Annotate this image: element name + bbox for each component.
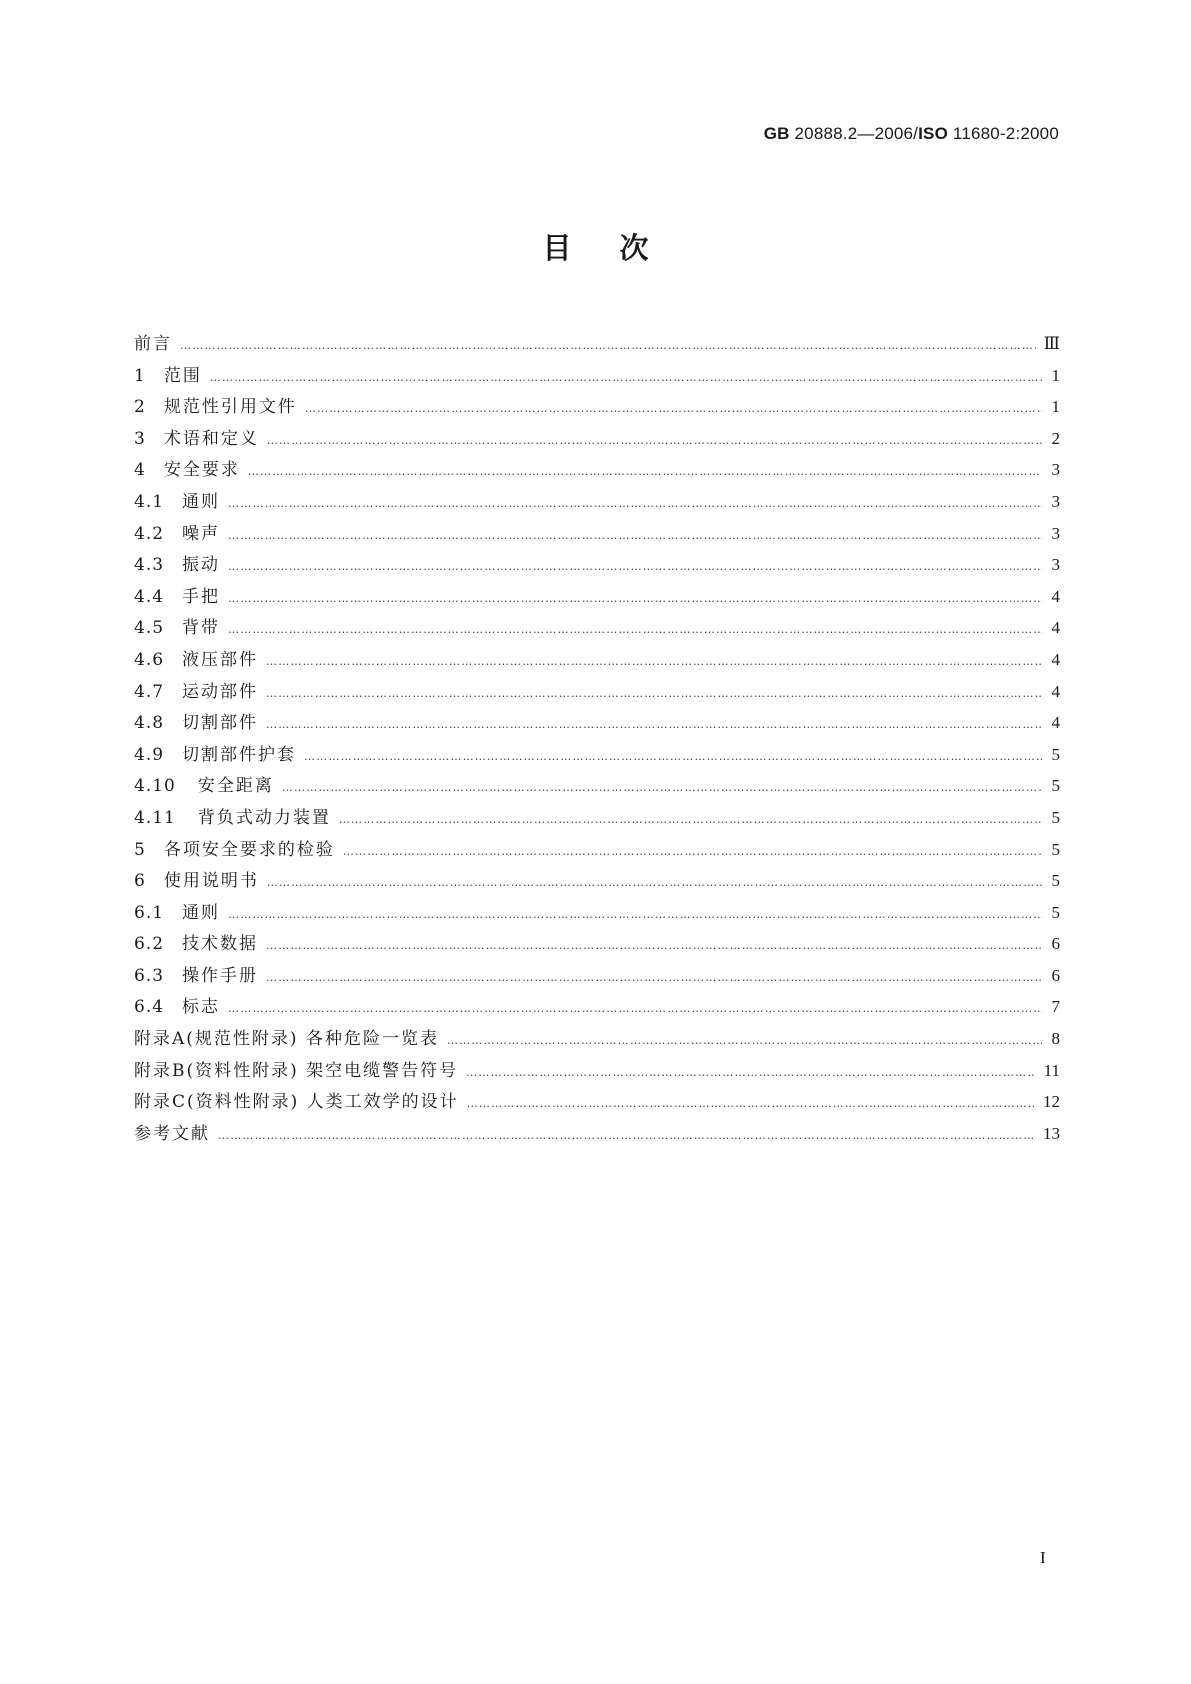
toc-dot-leader xyxy=(228,583,1042,615)
toc-entry-label: 通则 xyxy=(182,902,221,923)
toc-dot-leader xyxy=(466,1057,1035,1089)
toc-entry-number: 4 xyxy=(134,460,146,481)
page-number: I xyxy=(1040,1548,1046,1567)
toc-entry-label: 振动 xyxy=(182,555,221,576)
toc-dot-leader xyxy=(228,899,1042,931)
page-title: 目次 xyxy=(542,231,697,265)
toc-entry[interactable] xyxy=(134,549,1060,581)
toc-entry-label: 附录A(规范性附录) 各种危险一览表 xyxy=(134,1029,439,1050)
toc-dot-leader xyxy=(447,1025,1042,1057)
toc-entry-number: 4.3 xyxy=(134,555,165,576)
toc-entry-page: 1 xyxy=(1051,397,1060,417)
toc-entry-number: 3 xyxy=(134,428,146,449)
toc-entry[interactable] xyxy=(134,454,1060,486)
toc-entry[interactable] xyxy=(134,1118,1060,1150)
toc-dot-leader xyxy=(266,678,1042,710)
toc-entry-number: 4.7 xyxy=(134,681,165,702)
toc-entry-number: 6.1 xyxy=(134,902,165,923)
toc-entry[interactable] xyxy=(134,644,1060,676)
toc-entry[interactable] xyxy=(134,991,1060,1023)
toc-dot-leader xyxy=(266,709,1042,741)
toc-entry-number: 4.6 xyxy=(134,649,165,670)
toc-entry-page: 4 xyxy=(1051,649,1060,669)
toc-entry-number: 4.2 xyxy=(134,523,165,544)
toc-entry-page: 5 xyxy=(1051,871,1060,891)
toc-entry-page: Ⅲ xyxy=(1043,334,1060,353)
toc-entry-page: 6 xyxy=(1051,965,1060,985)
toc-entry[interactable] xyxy=(134,802,1060,834)
toc-entry-page: 13 xyxy=(1043,1123,1060,1143)
toc-entry-number: 4.9 xyxy=(134,744,165,765)
toc-entry-number: 4.8 xyxy=(134,713,165,734)
toc-entry[interactable] xyxy=(134,834,1060,866)
toc-entry-page: 6 xyxy=(1051,934,1060,954)
toc-dot-leader xyxy=(248,456,1042,488)
toc-entry[interactable] xyxy=(134,1023,1060,1055)
toc-entry-number: 4.4 xyxy=(134,586,165,607)
toc-entry-page: 4 xyxy=(1051,586,1060,606)
toc-entry-number: 6.3 xyxy=(134,965,165,986)
toc-entry[interactable] xyxy=(134,360,1060,392)
toc-dot-leader xyxy=(343,836,1042,868)
toc-entry[interactable] xyxy=(134,1055,1060,1087)
toc-entry[interactable] xyxy=(134,486,1060,518)
standard-code-header xyxy=(764,124,1059,144)
toc-entry-number: 1 xyxy=(134,365,146,386)
toc-entry-page: 7 xyxy=(1051,997,1060,1017)
toc-entry[interactable] xyxy=(134,865,1060,897)
toc-entry-page: 12 xyxy=(1043,1092,1060,1112)
standard-prefix-iso: ISO xyxy=(918,124,948,143)
toc-dot-leader xyxy=(282,772,1042,804)
toc-entry-page: 5 xyxy=(1051,839,1060,859)
toc-entry-label: 切割部件护套 xyxy=(182,744,297,765)
toc-entry-label: 参考文献 xyxy=(134,1123,210,1144)
toc-entry-label: 操作手册 xyxy=(182,965,259,986)
toc-entry[interactable] xyxy=(134,423,1060,455)
toc-entry-page: 5 xyxy=(1051,807,1060,827)
toc-entry-page: 4 xyxy=(1051,713,1060,733)
toc-entry-page: 3 xyxy=(1051,523,1060,543)
toc-entry-label: 手把 xyxy=(182,586,221,607)
toc-entry-page: 8 xyxy=(1051,1029,1060,1049)
toc-dot-leader xyxy=(228,993,1042,1025)
standard-prefix-gb: GB xyxy=(763,124,790,143)
toc-entry[interactable] xyxy=(134,391,1060,423)
toc-entry-label: 背带 xyxy=(182,618,221,639)
toc-entry-label: 各项安全要求的检验 xyxy=(163,839,335,860)
toc-dot-leader xyxy=(218,1120,1035,1152)
toc-entry[interactable] xyxy=(134,897,1060,929)
toc-entry-label: 通则 xyxy=(182,491,221,512)
toc-dot-leader xyxy=(228,551,1042,583)
toc-entry-page: 4 xyxy=(1051,681,1060,701)
toc-entry-page: 3 xyxy=(1051,491,1060,511)
toc-entry-number: 4.10 xyxy=(134,776,176,797)
toc-dot-leader xyxy=(228,520,1042,552)
toc-entry-number: 2 xyxy=(134,397,146,418)
toc-entry-page: 3 xyxy=(1051,555,1060,575)
toc-entry-label: 范围 xyxy=(163,365,202,386)
toc-entry-label: 前言 xyxy=(134,334,172,354)
toc-entry-number: 6 xyxy=(134,871,146,892)
toc-dot-leader xyxy=(339,804,1042,836)
toc-entry-label: 安全距离 xyxy=(197,776,274,797)
toc-entry-page: 1 xyxy=(1051,365,1060,385)
toc-entry-label: 规范性引用文件 xyxy=(163,397,297,418)
toc-entry-label: 运动部件 xyxy=(182,681,259,702)
toc-dot-leader xyxy=(267,867,1042,899)
toc-entry-number: 4.11 xyxy=(134,807,176,828)
toc-entry-label: 使用说明书 xyxy=(163,871,259,892)
toc-entry-page: 5 xyxy=(1051,744,1060,764)
toc-entry-label: 安全要求 xyxy=(163,460,240,481)
toc-entry-label: 技术数据 xyxy=(182,934,259,955)
toc-dot-leader xyxy=(228,614,1042,646)
toc-entry-page: 11 xyxy=(1043,1060,1060,1080)
toc-entry-label: 标志 xyxy=(182,997,221,1018)
toc-entry-label: 噪声 xyxy=(182,523,221,544)
toc-entry[interactable] xyxy=(134,518,1060,550)
toc-dot-leader xyxy=(266,962,1042,994)
toc-dot-leader xyxy=(210,362,1042,394)
toc-entry[interactable] xyxy=(134,676,1060,708)
toc-dot-leader xyxy=(266,930,1042,962)
toc-dot-leader xyxy=(267,425,1042,457)
toc-entry-number: 4.1 xyxy=(134,491,165,512)
toc-dot-leader xyxy=(180,330,1036,362)
toc-entry-page: 5 xyxy=(1051,776,1060,796)
toc-dot-leader xyxy=(305,393,1042,425)
toc-entry-label: 附录B(资料性附录) 架空电缆警告符号 xyxy=(134,1060,459,1081)
toc-dot-leader xyxy=(228,488,1042,520)
toc-entry-page: 3 xyxy=(1051,460,1060,480)
toc-entry-number: 5 xyxy=(134,839,146,860)
toc-dot-leader xyxy=(304,741,1042,773)
table-of-contents xyxy=(134,328,1060,1149)
toc-dot-leader xyxy=(266,646,1042,678)
toc-entry[interactable] xyxy=(134,328,1060,360)
toc-entry-page: 4 xyxy=(1051,618,1060,638)
standard-number: 20888.2—2006/ xyxy=(789,124,919,143)
toc-entry-page: 5 xyxy=(1051,902,1060,922)
toc-entry[interactable] xyxy=(134,1086,1060,1118)
toc-entry-label: 液压部件 xyxy=(182,649,259,670)
toc-entry-number: 6.2 xyxy=(134,934,165,955)
toc-entry[interactable] xyxy=(134,960,1060,992)
toc-entry[interactable] xyxy=(134,707,1060,739)
toc-dot-leader xyxy=(467,1088,1035,1120)
toc-entry-label: 切割部件 xyxy=(182,713,259,734)
toc-entry[interactable] xyxy=(134,581,1060,613)
toc-entry-page: 2 xyxy=(1051,428,1060,448)
toc-entry[interactable] xyxy=(134,612,1060,644)
toc-entry[interactable] xyxy=(134,739,1060,771)
toc-entry-label: 术语和定义 xyxy=(163,428,259,449)
toc-entry-label: 附录C(资料性附录) 人类工效学的设计 xyxy=(134,1092,459,1113)
toc-entry[interactable] xyxy=(134,928,1060,960)
toc-entry-number: 4.5 xyxy=(134,618,165,639)
toc-entry-number: 6.4 xyxy=(134,997,165,1018)
toc-entry-label: 背负式动力装置 xyxy=(197,807,331,828)
iso-number: 11680-2:2000 xyxy=(948,124,1059,143)
toc-entry[interactable] xyxy=(134,770,1060,802)
